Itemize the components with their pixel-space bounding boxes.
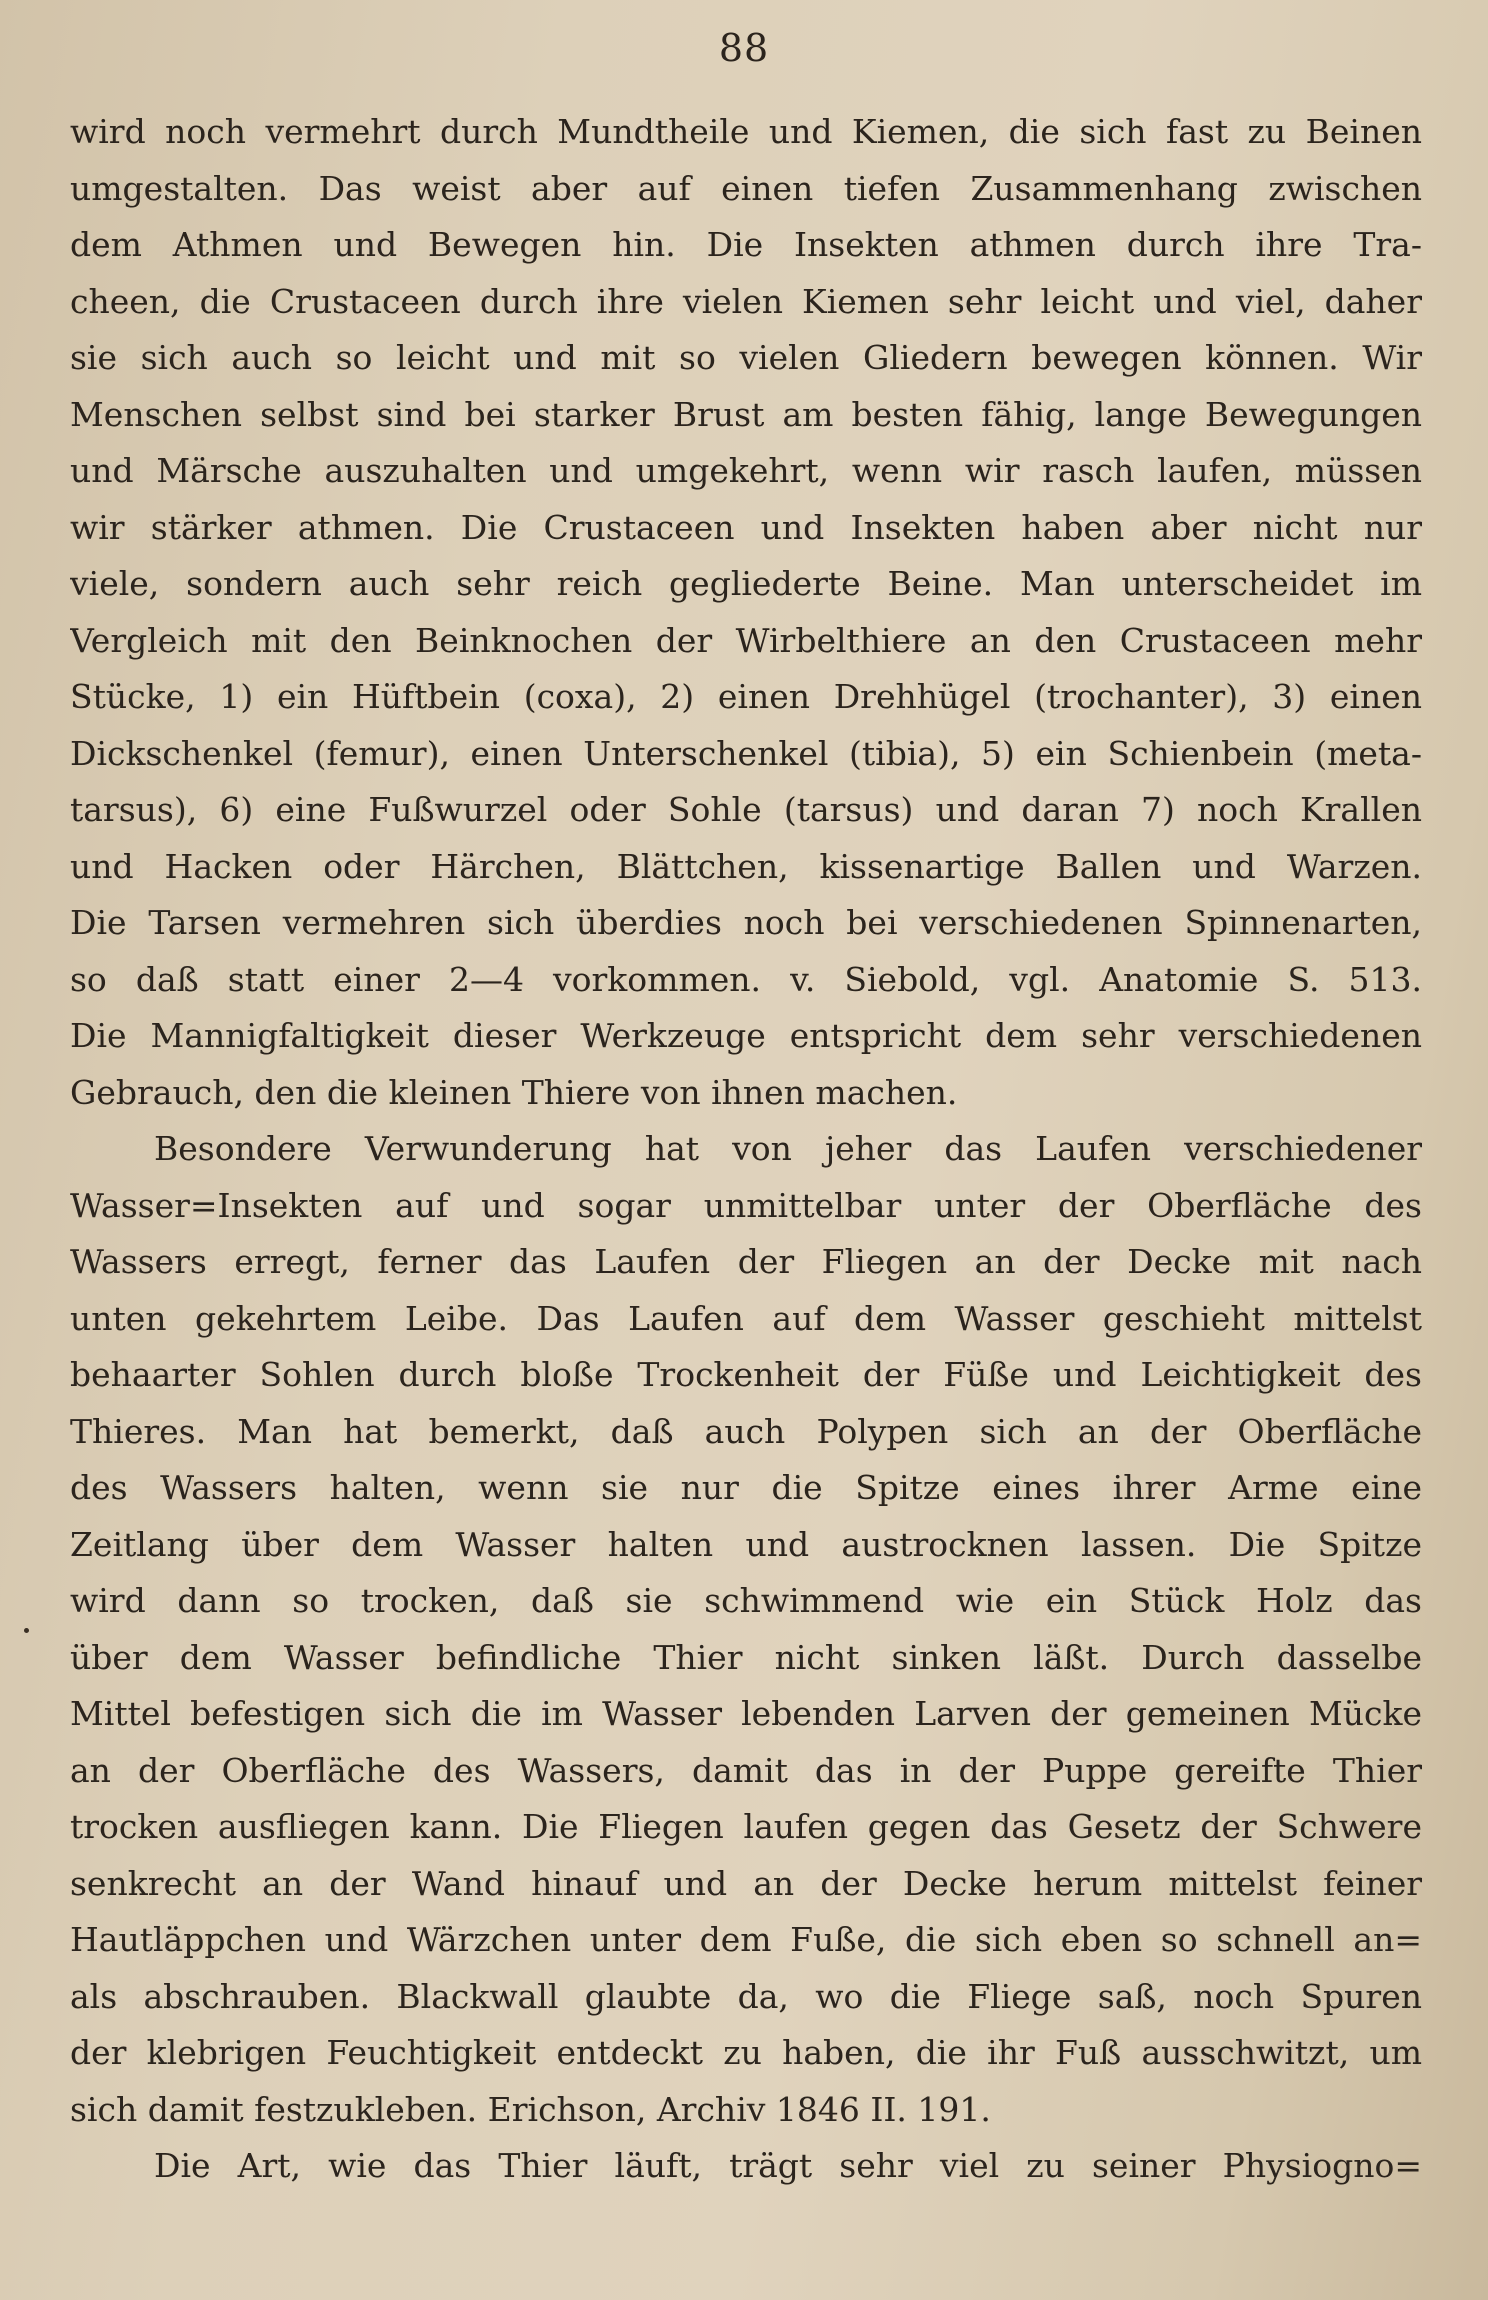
text-line: wird noch vermehrt durch Mundtheile und Kiemen, die sich fast zu Beinen [70, 112, 1422, 151]
text-line: Menschen selbst sind bei starker Brust am besten fähig, lange Bewegungen [70, 394, 1422, 434]
text-line: als abschrauben. Blackwall glaubte da, wo die Fliege saß, noch Spuren [70, 1976, 1422, 2016]
text-line: und Hacken oder Härchen, Blättchen, kissenartige Ballen und Warzen. [70, 846, 1422, 886]
text-line: cheen, die Crustaceen durch ihre vielen Kiemen sehr leicht und viel, daher [70, 281, 1422, 321]
text-line: des Wassers halten, wenn sie nur die Spitze eines ihrer Arme eine [70, 1468, 1422, 1507]
text-line: Vergleich mit den Beinknochen der Wirbelthiere an den Crustaceen mehr [70, 620, 1422, 660]
text-line: Wasser=Insekten auf und sogar unmittelbar unter der Oberfläche des [70, 1185, 1422, 1225]
text-line: an der Oberfläche des Wassers, damit das in der Puppe gereifte Thier [70, 1750, 1422, 1790]
text-line: Die Tarsen vermehren sich überdies noch bei verschiedenen Spinnenarten, [70, 903, 1422, 942]
text-line: senkrecht an der Wand hinauf und an der Decke herum mittelst feiner [70, 1863, 1422, 1903]
paragraph-3 [70, 2138, 1422, 2195]
text-line: Besondere Verwunderung hat von jeher das Laufen verschiedener [154, 1129, 1422, 1168]
paragraph-2 [70, 1121, 1422, 2138]
text-line: Stücke, 1) ein Hüftbein (coxa), 2) einen Drehhügel (trochanter), 3) einen [70, 677, 1422, 716]
text-line: sie sich auch so leicht und mit so vielen Gliedern bewegen können. Wir [70, 338, 1422, 377]
ink-speck [24, 1628, 29, 1633]
text-line: und Märsche auszuhalten und umgekehrt, wenn wir rasch laufen, müssen [70, 451, 1422, 490]
text-line: viele, sondern auch sehr reich gegliederte Beine. Man unterscheidet im [70, 564, 1422, 603]
text-line: Die Art, wie das Thier läuft, trägt sehr viel zu seiner Physiogno= [154, 2146, 1422, 2185]
text-line: Thieres. Man hat bemerkt, daß auch Polypen sich an der Oberfläche [70, 1411, 1422, 1451]
text-line: trocken ausfliegen kann. Die Fliegen laufen gegen das Gesetz der Schwere [70, 1807, 1422, 1846]
text-line: wird dann so trocken, daß sie schwimmend wie ein Stück Holz das [70, 1581, 1422, 1620]
text-line: Hautläppchen und Wärzchen unter dem Fuße, die sich eben so schnell an= [70, 1920, 1422, 1959]
body-text [70, 104, 1422, 2195]
paragraph-1 [70, 104, 1422, 1121]
text-line: so daß statt einer 2—4 vorkommen. v. Siebold, vgl. Anatomie S. 513. [70, 959, 1422, 999]
text-line: Mittel befestigen sich die im Wasser lebenden Larven der gemeinen Mücke [70, 1694, 1422, 1733]
text-line: unten gekehrtem Leibe. Das Laufen auf dem Wasser geschieht mittelst [70, 1298, 1422, 1338]
text-line: Zeitlang über dem Wasser halten und austrocknen lassen. Die Spitze [70, 1524, 1422, 1564]
text-line: über dem Wasser befindliche Thier nicht sinken läßt. Durch dasselbe [70, 1637, 1422, 1677]
text-line: umgestalten. Das weist aber auf einen tiefen Zusammenhang zwischen [70, 168, 1422, 208]
text-line: wir stärker athmen. Die Crustaceen und Insekten haben aber nicht nur [70, 507, 1422, 547]
text-line: sich damit festzukleben. Erichson, Archiv 1846 II. 191. [70, 2089, 991, 2129]
text-line: Die Mannigfaltigkeit dieser Werkzeuge entspricht dem sehr verschiedenen [70, 1016, 1422, 1055]
text-line: Wassers erregt, ferner das Laufen der Fliegen an der Decke mit nach [70, 1242, 1422, 1281]
page-number: 88 [718, 26, 770, 70]
text-line: tarsus), 6) eine Fußwurzel oder Sohle (tarsus) und daran 7) noch Krallen [70, 790, 1422, 829]
text-line: Gebrauch, den die kleinen Thiere von ihnen machen. [70, 1072, 958, 1112]
text-line: der klebrigen Feuchtigkeit entdeckt zu haben, die ihr Fuß ausschwitzt, um [70, 2033, 1422, 2072]
text-line: behaarter Sohlen durch bloße Trockenheit der Füße und Leichtigkeit des [70, 1355, 1422, 1394]
text-line: dem Athmen und Bewegen hin. Die Insekten athmen durch ihre Tra- [70, 225, 1422, 264]
text-line: Dickschenkel (femur), einen Unterschenkel (tibia), 5) ein Schienbein (meta- [70, 733, 1422, 773]
